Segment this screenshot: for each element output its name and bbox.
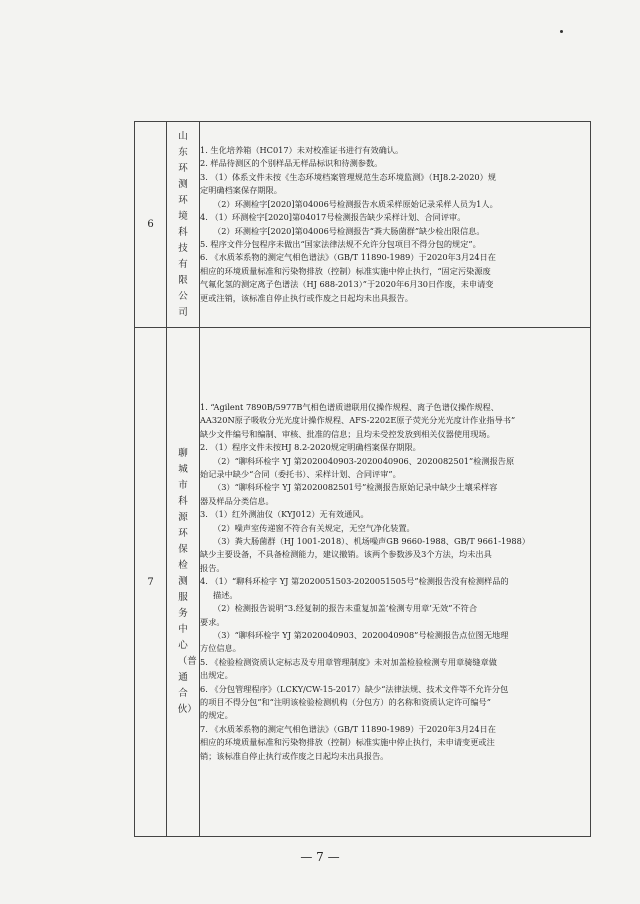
- finding-line: （3）“聊科环检字 YJ 第2020040903、2020040908”号检测报告点位图无地理: [213, 629, 509, 640]
- finding-line: （2）“聊科环检字 YJ 第2020040903-2020040906、2020082501”检测报告原: [213, 455, 515, 466]
- finding-line: 缺少主要设备，不具备检测能力，建议撤销。该两个参数涉及3个方法，均未出具: [200, 549, 492, 560]
- organization-name: 聊城市科源环保检测服务中心（普通合伙）: [177, 448, 197, 715]
- findings-cell: [200, 328, 591, 837]
- finding-line: 3. （1）红外测油仪（KYJ012）无有效通风。: [200, 509, 369, 520]
- finding-line: 的规定。: [200, 710, 233, 721]
- findings-cell: [200, 122, 591, 328]
- finding-line: 4. （1）“聊科环检字 YJ 第2020051503-2020051505号”检测报告没有检测样品的: [200, 576, 509, 587]
- finding-line: 描述。: [213, 589, 238, 600]
- finding-line: 的项目不得分包”和“注明该检验检测机构（分包方）的名称和资质认定许可编号”: [200, 696, 491, 707]
- finding-line: 销；该标准自停止执行或作废之日起均未出具报告。: [200, 750, 389, 761]
- row-number: 7: [135, 328, 167, 837]
- findings-table: [134, 121, 591, 837]
- finding-line: 出规定。: [200, 670, 233, 681]
- finding-line: （2）环测检字[2020]第04006号检测报告水质采样原始记录采样人员为1人。: [213, 198, 498, 209]
- finding-line: 缺少文件编号和编制、审核、批准的信息；且均未受控发放到相关仪器使用现场。: [200, 428, 495, 439]
- finding-line: 相应的环境质量标准和污染物排放（控制）标准实施中停止执行，“固定污染源废: [200, 265, 491, 276]
- finding-line: 相应的环境质量标准和污染物排放（控制）标准实施中停止执行，未申请变更或注: [200, 737, 495, 748]
- finding-line: 6. 《分包管理程序》（LCKY/CW-15-2017）缺少“法律法规、技术文件等不允许分包: [200, 683, 509, 694]
- finding-line: （2）环测检字[2020]第04006号检测报告“粪大肠菌群”缺少检出限信息。: [213, 225, 485, 236]
- finding-line: 5. 程序文件分包程序未做出“国家法律法规不允许分包项目不得分包的规定”。: [200, 238, 481, 249]
- finding-line: 2. 样品待测区的个别样品无样品标识和待测参数。: [200, 158, 383, 169]
- finding-line: 5. 《检验检测资质认定标志及专用章管理制度》未对加盖检验检测专用章骑缝章做: [200, 656, 497, 667]
- finding-line: 器及样品分类信息。: [200, 495, 274, 506]
- finding-line: （3）粪大肠菌群（HJ 1001-2018）、机场噪声GB 9660-1988、GB/T 9661-1988）: [213, 536, 530, 547]
- finding-line: （2）检测报告说明“3.经复制的报告未重复加盖‘检测专用章’无效”不符合: [213, 603, 478, 614]
- table-row: [135, 122, 591, 328]
- finding-line: 1. 生化培养箱（HC017）未对校准证书进行有效确认。: [200, 145, 404, 156]
- finding-line: 要求。: [200, 616, 225, 627]
- finding-line: 4. （1）环测检字[2020]第04017号检测报告缺少采样计划、合同评审。: [200, 212, 466, 223]
- organization-name-cell: [167, 122, 200, 328]
- finding-line: 报告。: [200, 562, 225, 573]
- finding-line: 3. （1）体系文件未按《生态环境档案管理规范生态环境监测》（HJ8.2-2020）规: [200, 171, 497, 182]
- finding-line: 始记录中缺少“合同（委托书）、采样计划、合同评审”。: [200, 469, 401, 480]
- table-row: [135, 328, 591, 837]
- finding-line: AA320N原子吸收分光光度计操作规程、AFS-2202E原子荧光分光光度计作业指导书”: [200, 415, 516, 426]
- organization-name: 山东环测环境科技有限公司: [178, 130, 188, 318]
- finding-line: （2）噪声室传递窗不符合有关规定，无空气净化装置。: [213, 522, 415, 533]
- finding-line: 2. （1）程序文件未按HJ 8.2-2020规定明确档案保存期限。: [200, 442, 421, 453]
- finding-line: 气氟化氢的测定离子色谱法（HJ 688-2013）”于2020年6月30日作废，未申请变: [200, 279, 494, 290]
- finding-line: 1. “Agilent 7890B/5977B气相色谱质谱联用仪操作规程、离子色谱仪操作规程、: [200, 402, 499, 413]
- scan-speck: [560, 30, 563, 33]
- row-number: 6: [135, 122, 167, 328]
- finding-line: 更或注销，该标准自停止执行或作废之日起均未出具报告。: [200, 292, 413, 303]
- finding-line: （3）“聊科环检字 YJ 第2020082501号”检测报告原始记录中缺少土壤采样容: [213, 482, 498, 493]
- finding-line: 定明确档案保存期限。: [200, 185, 282, 196]
- finding-line: 方位信息。: [200, 643, 241, 654]
- page-number: — 7 —: [300, 850, 340, 864]
- organization-name-cell: [167, 328, 200, 837]
- finding-line: 7. 《水质苯系物的测定气相色谱法》（GB/T 11890-1989）于2020年3月24日在: [200, 723, 496, 734]
- finding-line: 6. 《水质苯系物的测定气相色谱法》（GB/T 11890-1989）于2020年3月24日在: [200, 252, 496, 263]
